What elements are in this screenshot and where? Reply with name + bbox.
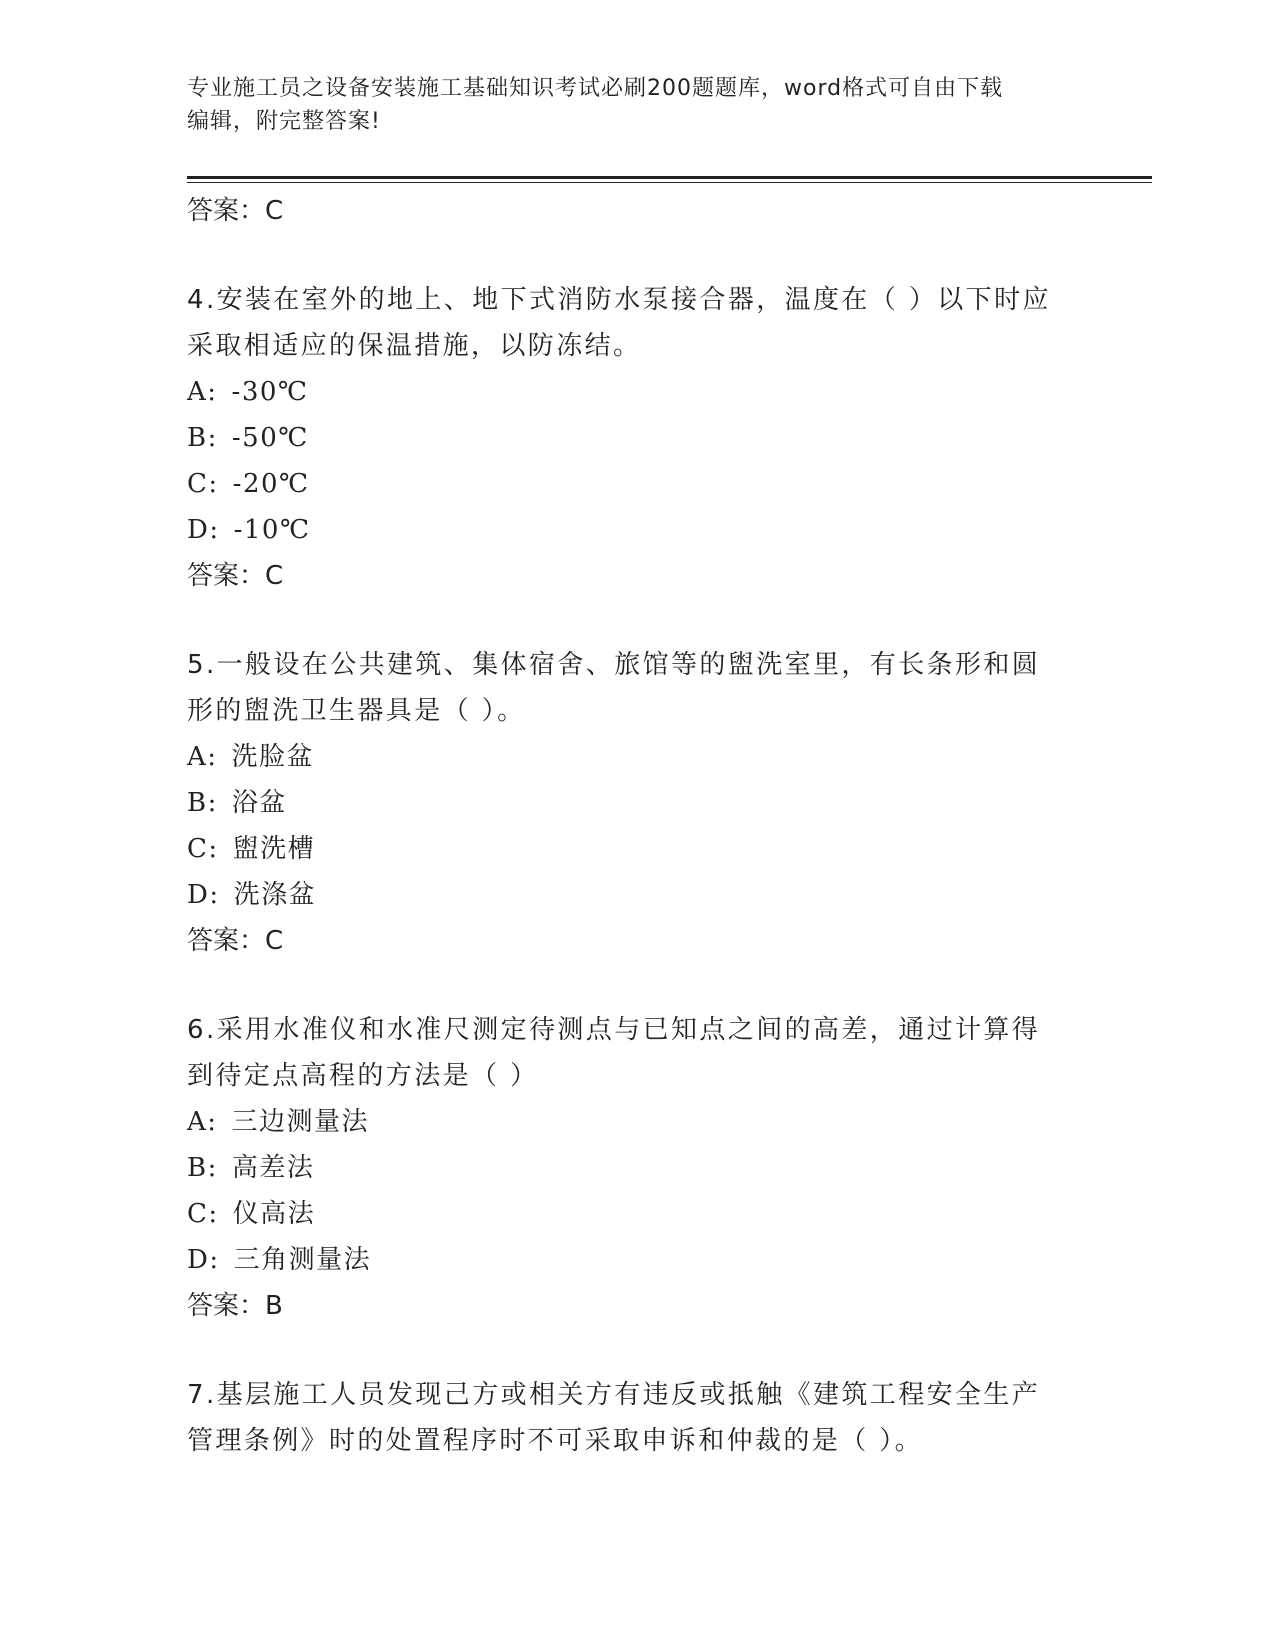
question-6-line-2: 到待定点高程的方法是（ ）: [187, 1061, 539, 1091]
option-key: C:: [187, 1199, 219, 1229]
question-5: [187, 642, 1087, 964]
option-text: 盥洗槽: [232, 834, 316, 864]
document-body: [187, 188, 1087, 1464]
option-text: 洗脸盆: [231, 742, 315, 772]
question-4-option-a: [187, 369, 1087, 415]
question-4-answer: 答案：C: [187, 561, 284, 591]
document-header: [187, 72, 1087, 138]
question-6: [187, 1007, 1087, 1329]
option-key: A:: [187, 377, 218, 407]
question-6-option-c: [187, 1191, 1087, 1237]
option-key: A:: [187, 1107, 218, 1137]
option-text: 高差法: [231, 1153, 315, 1183]
option-key: B:: [187, 1153, 218, 1183]
question-7: [187, 1372, 1087, 1464]
option-key: B:: [187, 788, 218, 818]
question-5-option-c: [187, 826, 1087, 872]
question-4: [187, 277, 1087, 599]
option-text: 浴盆: [231, 788, 287, 818]
question-4-option-b: [187, 415, 1087, 461]
answer-previous: 答案：C: [187, 196, 284, 226]
question-5-option-d: [187, 872, 1087, 918]
header-line-1: 专业施工员之设备安装施工基础知识考试必刷200题题库，word格式可自由下载: [187, 76, 1004, 101]
question-4-option-d: [187, 507, 1087, 553]
question-6-answer: 答案：B: [187, 1291, 283, 1321]
option-text: -30℃: [231, 377, 309, 407]
option-key: A:: [187, 742, 218, 772]
header-rule-thin: [187, 182, 1152, 183]
question-6-line-1: 6.采用水准仪和水准尺测定待测点与已知点之间的高差，通过计算得: [187, 1015, 1041, 1045]
question-6-option-a: [187, 1099, 1087, 1145]
option-key: D:: [187, 880, 220, 910]
option-key: D:: [187, 515, 220, 545]
header-rule-thick: [187, 176, 1152, 179]
option-text: 仪高法: [232, 1199, 316, 1229]
header-line-2: 编辑，附完整答案!: [187, 109, 381, 134]
option-key: C:: [187, 469, 219, 499]
question-5-line-2: 形的盥洗卫生器具是（ ）。: [187, 696, 526, 726]
question-6-option-b: [187, 1145, 1087, 1191]
question-4-line-2: 采取相适应的保温措施，以防冻结。: [187, 331, 642, 361]
question-7-line-1: 7.基层施工人员发现己方或相关方有违反或抵触《建筑工程安全生产: [187, 1380, 1041, 1410]
option-text: -50℃: [231, 423, 309, 453]
option-text: 三边测量法: [231, 1107, 370, 1137]
option-text: -20℃: [232, 469, 310, 499]
question-6-option-d: [187, 1237, 1087, 1283]
option-key: B:: [187, 423, 218, 453]
option-text: 洗涤盆: [233, 880, 317, 910]
question-5-line-1: 5.一般设在公共建筑、集体宿舍、旅馆等的盥洗室里，有长条形和圆: [187, 650, 1041, 680]
option-key: C:: [187, 834, 219, 864]
option-text: 三角测量法: [233, 1245, 372, 1275]
option-key: D:: [187, 1245, 220, 1275]
question-4-line-1: 4.安装在室外的地上、地下式消防水泵接合器，温度在（ ）以下时应: [187, 285, 1051, 315]
question-4-option-c: [187, 461, 1087, 507]
question-5-answer: 答案：C: [187, 926, 284, 956]
question-7-line-2: 管理条例》时的处置程序时不可采取申诉和仲裁的是（ ）。: [187, 1426, 924, 1456]
option-text: -10℃: [233, 515, 311, 545]
question-5-option-a: [187, 734, 1087, 780]
question-5-option-b: [187, 780, 1087, 826]
